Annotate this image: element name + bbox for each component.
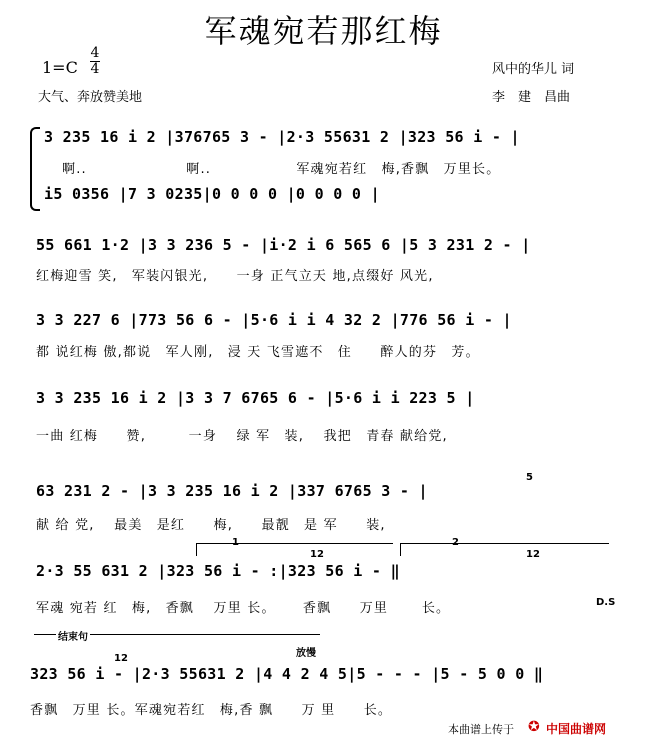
- coda-label: 结束句: [56, 628, 90, 643]
- volta-second-number: 2: [452, 537, 459, 548]
- lyric-row-5: 一曲 红梅 赞, 一身 绿 军 装, 我把 青春 献给党,: [36, 429, 448, 444]
- system-brace: [30, 127, 40, 211]
- grace-mark-2: 12: [526, 549, 540, 560]
- notation-row-7: 2·3 55 631 2 |323 56 i - :|323 56 i - ‖: [36, 562, 400, 580]
- grace-note-five: 5: [526, 472, 533, 483]
- lyric-row-4: 都 说红梅 傲,都说 军人刚, 浸 天 飞雪遮不 住 醉人的芬 芳。: [36, 345, 480, 360]
- notation-row-8: 323 56 i - |2·3 55631 2 |4 4 2 4 5|5 - - - |5 - 5 0 0 ‖: [30, 665, 544, 683]
- notation-row-2: i5 0356 |7 3 0235|0 0 0 0 |0 0 0 0 |: [44, 185, 380, 203]
- tempo-marking: 大气、奔放赞美地: [38, 90, 143, 105]
- notation-row-5: 3 3 235 16 i 2 |3 3 7 6765 6 - |5·6 i i 223 5 |: [36, 389, 475, 407]
- volta-second-bracket: [400, 543, 609, 556]
- footer-upload-text: 本曲谱上传于: [448, 723, 514, 736]
- tempo-change-marking: 放慢: [296, 648, 316, 659]
- grace-mark-1: 12: [310, 549, 324, 560]
- notation-row-1: 3 235 16 i 2 |376765 3 - |2·3 55631 2 |323 56 i - |: [44, 128, 520, 146]
- page-title: 军魂宛若那红梅: [204, 12, 443, 50]
- notation-row-3: 55 661 1·2 |3 3 236 5 - |i·2 i 6 565 6 |5 3 231 2 - |: [36, 236, 531, 254]
- time-signature-top: 4: [90, 45, 100, 61]
- site-name: 中国曲谱网: [546, 722, 607, 736]
- key-signature: 1=C: [42, 58, 78, 77]
- ds-marking: D.S: [596, 597, 616, 608]
- lyric-row-1: 啊.. 啊.. 军魂宛若红 梅,香飘 万里长。: [62, 162, 501, 177]
- lyric-row-3: 红梅迎雪 笑, 军装闪银光, 一身 正气立天 地,点缀好 风光,: [36, 269, 434, 284]
- time-signature-bottom: 4: [90, 61, 100, 77]
- grace-mark-3: 12: [114, 653, 128, 664]
- notation-row-6: 63 231 2 - |3 3 235 16 i 2 |337 6765 3 - |: [36, 482, 428, 500]
- lyricist-credit: 风中的华儿 词: [492, 62, 575, 77]
- volta-first-bracket: [196, 543, 393, 556]
- lyric-row-8: 香飘 万里 长。军魂宛若红 梅,香 飘 万 里 长。: [30, 703, 393, 718]
- notation-row-4: 3 3 227 6 |773 56 6 - |5·6 i i 4 32 2 |776 56 i - |: [36, 311, 512, 329]
- volta-first-number: 1: [232, 537, 239, 548]
- composer-credit: 李 建 昌曲: [492, 90, 571, 105]
- site-logo-icon: ✪: [528, 719, 540, 735]
- lyric-row-6: 献 给 党, 最美 是红 梅, 最靓 是 军 装,: [36, 518, 386, 533]
- time-signature: [90, 46, 100, 77]
- lyric-row-7: 军魂 宛若 红 梅, 香飘 万里 长。 香飘 万里 长。: [36, 601, 451, 616]
